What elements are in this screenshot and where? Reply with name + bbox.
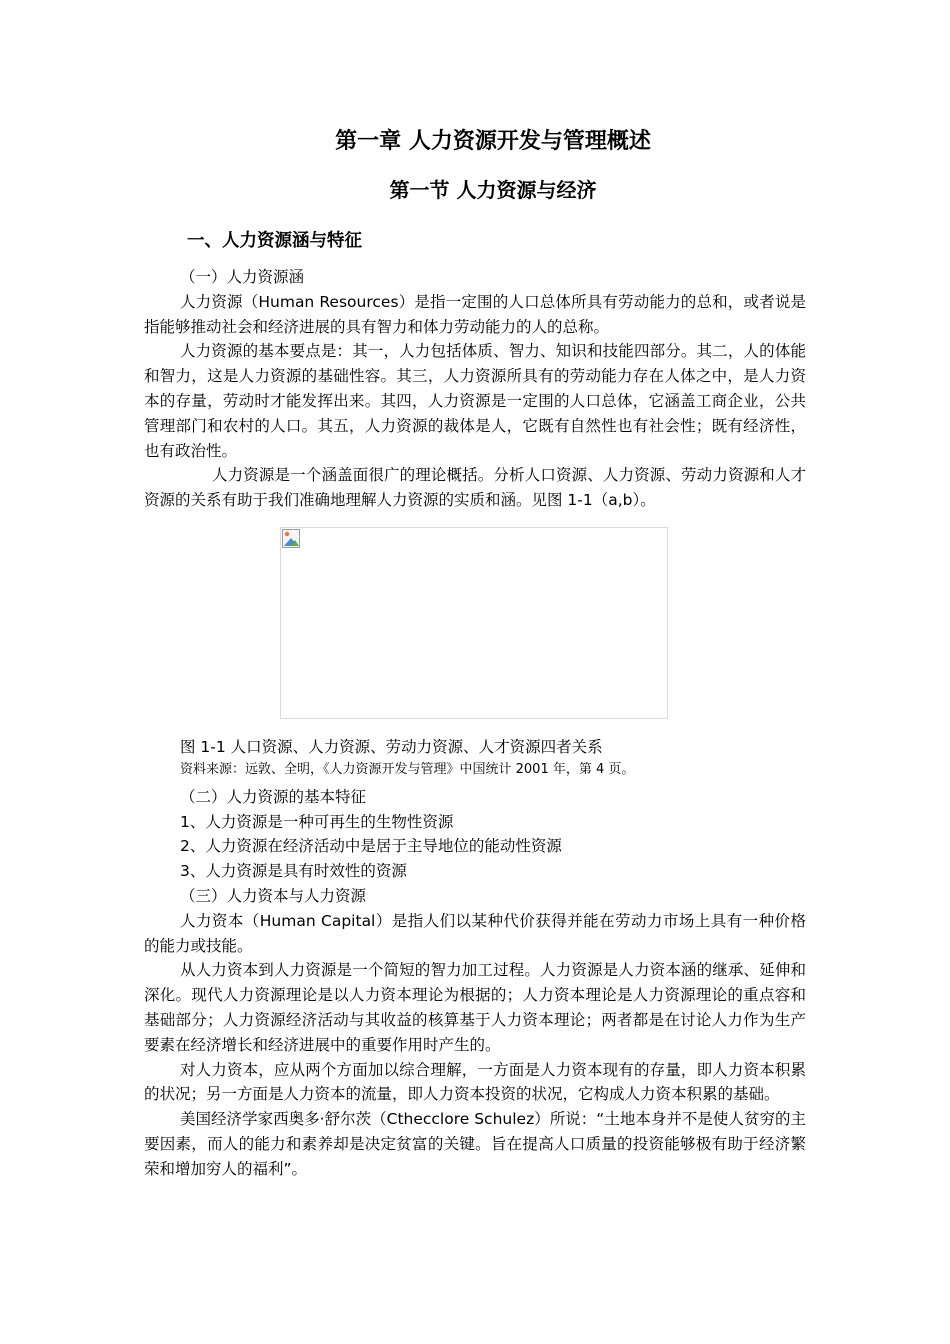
broken-image-icon <box>282 529 300 548</box>
feature-item: 3、人力资源是具有时效性的资源 <box>180 862 407 881</box>
paragraph-7: 美国经济学家西奥多·舒尔茨（Cthecclore Schulez）所说：“土地本身并不是使人贫穷的主要因素，而人的能力和素养却是决定贫富的关键。旨在提高人口质量的投资能够极有助于经济繁荣和增加穷人的福利”。 <box>144 1110 806 1178</box>
subheading-1: （一）人力资源涵 <box>180 268 305 286</box>
subheading-2: （二）人力资源的基本特征 <box>180 787 367 806</box>
paragraph-2: 人力资源的基本要点是：其一，人力包括体质、智力、知识和技能四部分。其二，人的体能和智力，这是人力资源的基础性容。其三，人力资源所具有的劳动能力存在人体之中，是人力资本的存量，劳动时才能发挥出来。其四，人力资源是一定围的人口总体，它涵盖工商企业，公共管理部门和农村的人口。其五，人力资源的裁体是人，它既有自然性也有社会性；既有经济性，也有政治性。 <box>144 342 806 460</box>
body-text <box>144 265 806 1182</box>
feature-item: 1、人力资源是一种可再生的生物性资源 <box>180 812 454 831</box>
subheading-3: （三）人力资本与人力资源 <box>180 886 367 905</box>
paragraph-5: 从人力资本到人力资源是一个简短的智力加工过程。人力资源是人力资本涵的继承、延伸和深化。现代人力资源理论是以人力资本理论为根据的；人力资本理论是人力资源理论的重点容和基础部分；人力资源经济活动与其收益的核算基于人力资本理论；两者都是在讨论人力作为生产要素在经济增长和经济进展中的重要作用时产生的。 <box>144 961 806 1054</box>
feature-item: 2、人力资源在经济活动中是居于主导地位的能动性资源 <box>180 837 562 856</box>
heading-1: 一、人力资源涵与特征 <box>187 231 362 251</box>
paragraph-4: 人力资本（Human Capital）是指人们以某种代价获得并能在劳动力市场上具有一种价格的能力或技能。 <box>144 911 806 955</box>
paragraph-1: 人力资源（Human Resources）是指一定围的人口总体所具有劳动能力的总和，或者说是指能够推动社会和经济进展的具有智力和体力劳动能力的人的总称。 <box>144 292 806 336</box>
figure-caption: 图 1-1 人口资源、人力资源、劳动力资源、人才资源四者关系 <box>180 737 603 756</box>
paragraph-6: 对人力资本，应从两个方面加以综合理解，一方面是人力资本现有的存量，即人力资本积累的状况；另一方面是人力资本的流量，即人力资本投资的状况，它构成人力资本积累的基础。 <box>144 1060 806 1104</box>
figure-source: 资料来源：远敦、全明，《人力资源开发与管理》中国统计 2001 年，第 4 页。 <box>180 761 635 777</box>
figure-image-placeholder <box>280 527 668 719</box>
section-title: 第一节 人力资源与经济 <box>389 178 597 202</box>
chapter-title: 第一章 人力资源开发与管理概述 <box>335 129 651 154</box>
paragraph-3: 人力资源是一个涵盖面很广的理论概括。分析人口资源、人力资源、劳动力资源和人才资源的关系有助于我们准确地理解人力资源的实质和涵。见图 1-1（a,b）。 <box>144 466 806 510</box>
